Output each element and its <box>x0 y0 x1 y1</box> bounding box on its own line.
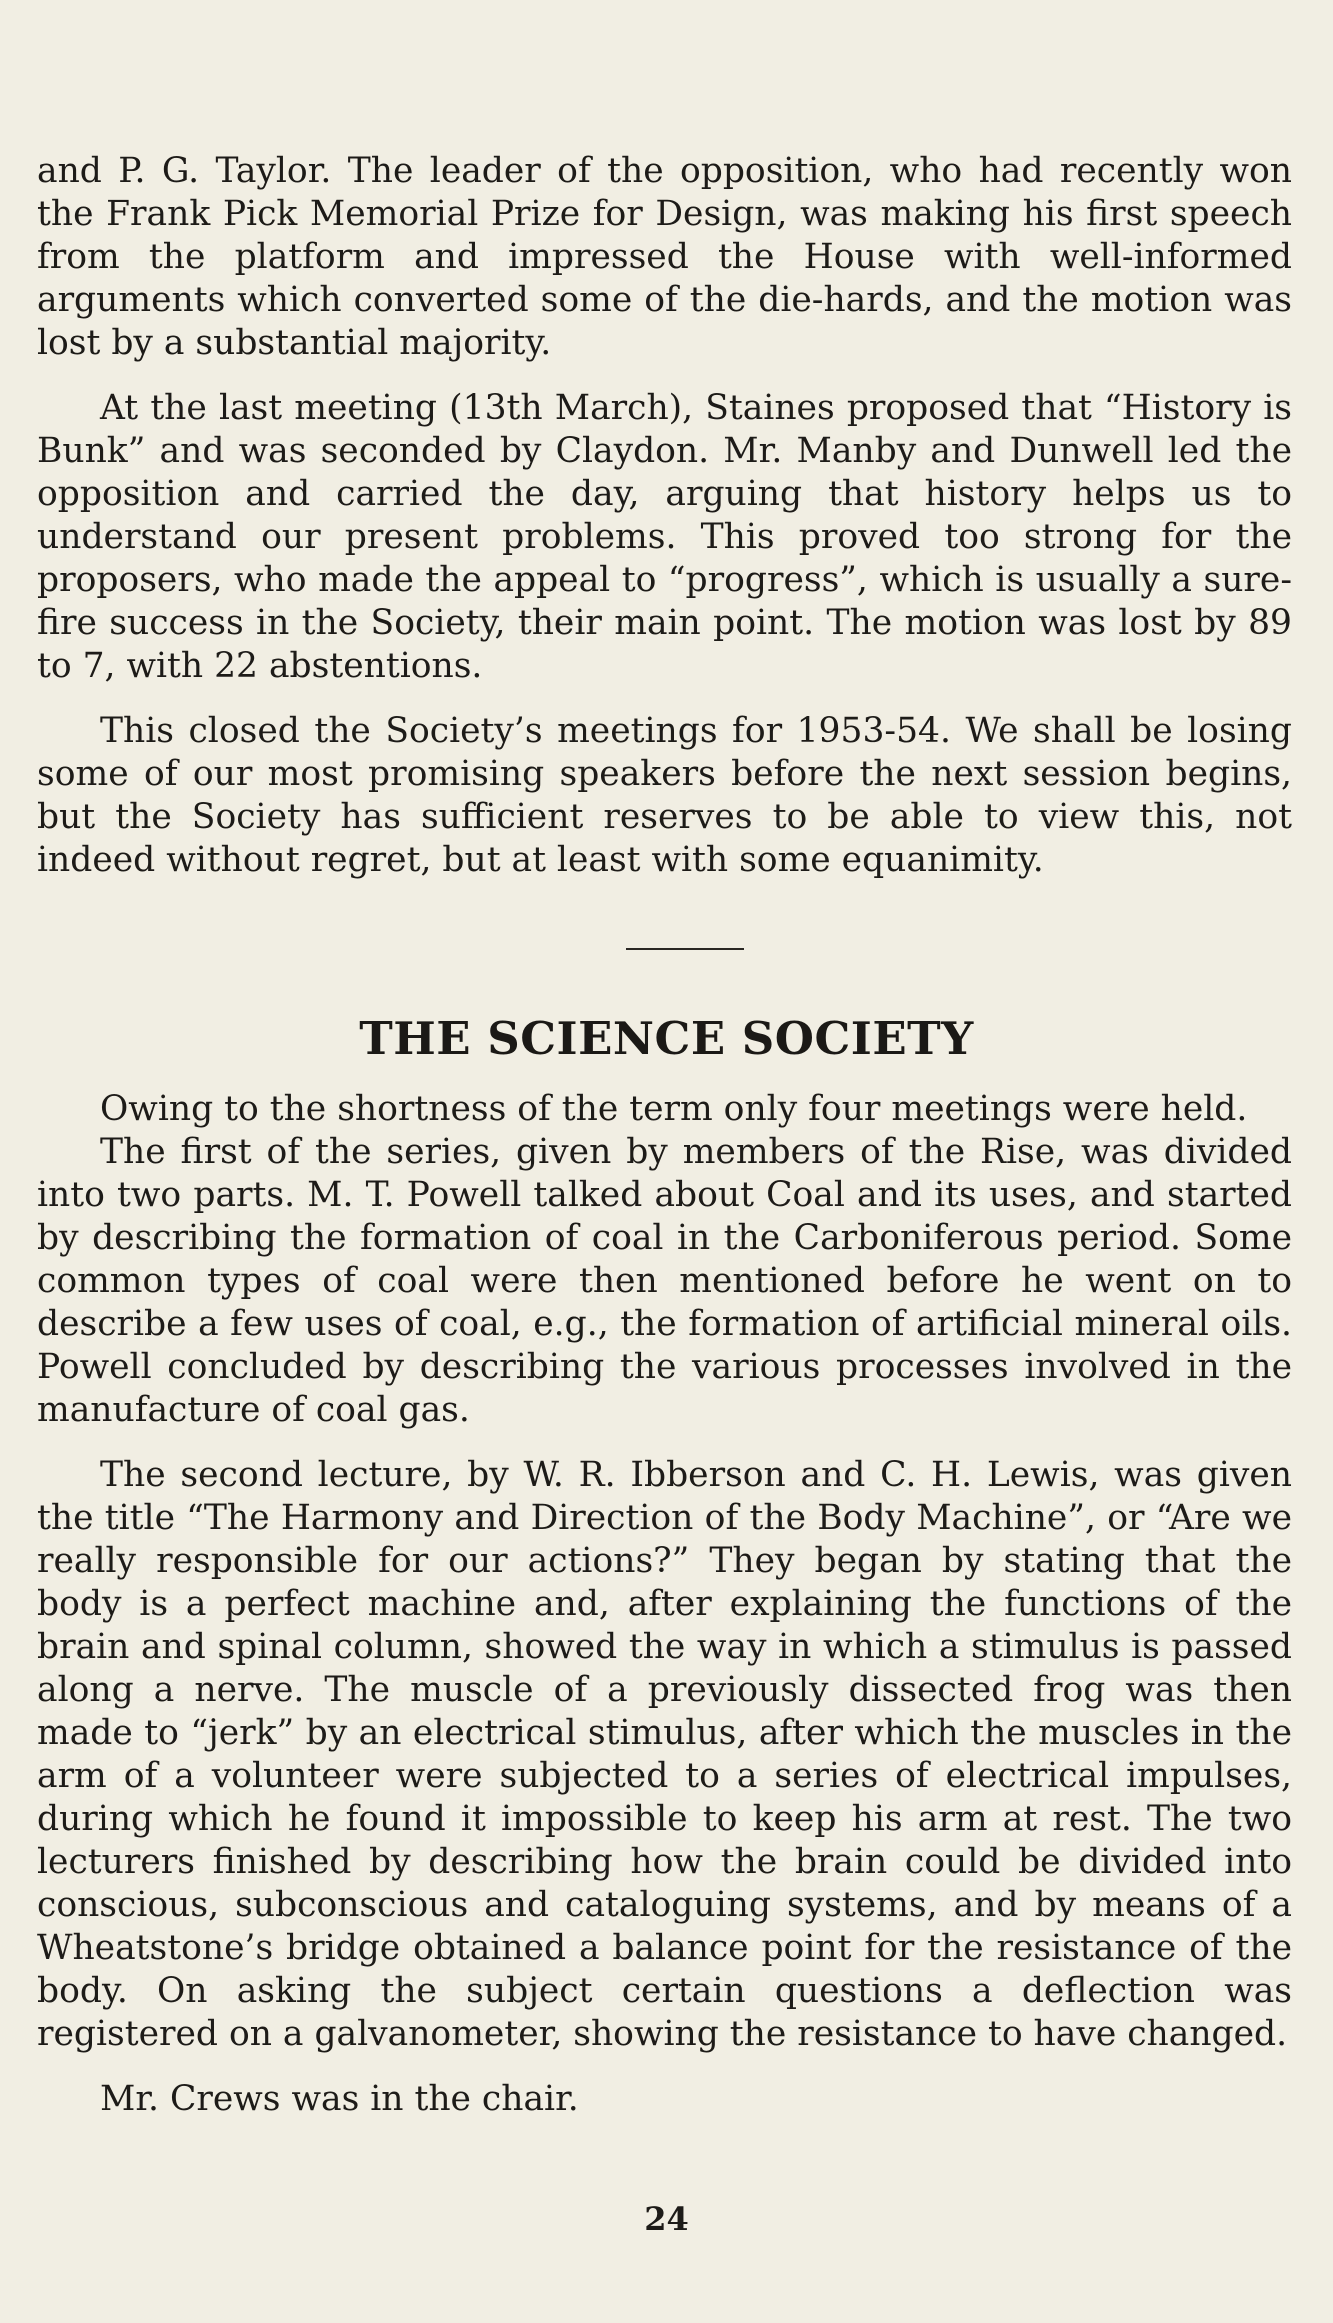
paragraph: The second lecture, by W. R. Ibberson and C. H. Lewis, was given the title “The Harmony and Direction of the Body Machine”, or “Are we really responsible for our actions?” They began by stating that the body is a perfect machine and, after explaining the functions of the brain and spinal column, showed the way in which a stimulus is passed along a nerve. The muscle of a previously dissected frog was then made to “jerk” by an electrical stimulus, after which the muscles in the arm of a volunteer were subjected to a series of electrical impulses, during which he found it impossible to keep his arm at rest. The two lecturers finished by describing how the brain could be divided into conscious, subconscious and cataloguing systems, and by means of a Wheatstone’s bridge obtained a balance point for the resistance of the body. On asking the subject certain questions a deflection was registered on a galvanometer, showing the resistance to have changed. <box>37 1455 1292 2054</box>
paragraph: The first of the series, given by members of the Rise, was divided into two parts. M. T. Powell talked about Coal and its uses, and started by describing the formation of coal in the Carboniferous period. Some common types of coal were then mentioned before he went on to describe a few uses of coal, e.g., the formation of artificial mineral oils. Powell concluded by describing the various processes involved in the manufacture of coal gas. <box>37 1132 1292 1430</box>
paragraph: and P. G. Taylor. The leader of the opposition, who had recently won the Frank Pick Memorial Prize for Design, was making his first speech from the platform and impressed the House with well-informed arguments which converted some of the die-hards, and the motion was lost by a substantial majority. <box>37 151 1292 363</box>
science-society-section <box>37 1088 1292 2143</box>
page-number: 24 <box>644 2200 689 2238</box>
debating-society-continued <box>37 150 1292 904</box>
section-heading: THE SCIENCE SOCIETY <box>359 1012 974 1065</box>
section-divider <box>626 948 744 950</box>
paragraph: Mr. Crews was in the chair. <box>100 2079 579 2119</box>
paragraph: At the last meeting (13th March), Staines proposed that “History is Bunk” and was seconded by Claydon. Mr. Manby and Dunwell led the opposition and carried the day, arguing that history helps us to understand our present problems. This proved too strong for the proposers, who made the appeal to “progress”, which is usually a sure-fire success in the Society, their main point. The motion was lost by 89 to 7, with 22 abstentions. <box>37 388 1292 686</box>
paragraph: This closed the Society’s meetings for 1953-54. We shall be losing some of our most promising speakers before the next session begins, but the Society has sufficient reserves to be able to view this, not indeed without regret, but at least with some equanimity. <box>37 711 1292 880</box>
paragraph: Owing to the shortness of the term only four meetings were held. <box>100 1089 1248 1129</box>
